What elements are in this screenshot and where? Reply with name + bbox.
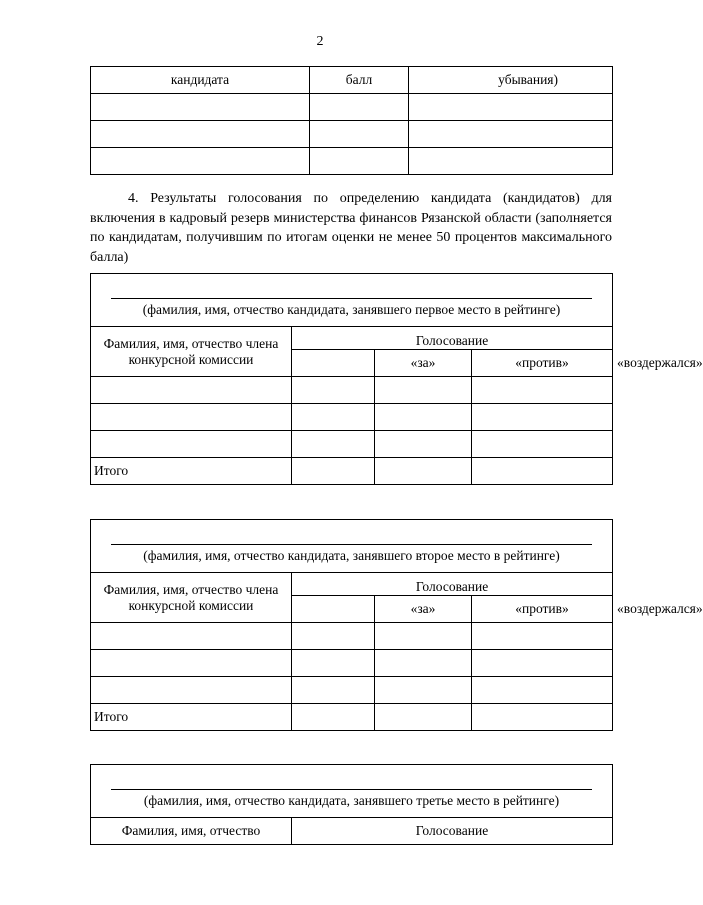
table-cell[interactable] <box>91 94 310 121</box>
total-label: Итого <box>91 458 292 485</box>
vote-table-third <box>90 764 613 845</box>
table-cell[interactable] <box>375 431 472 458</box>
table-cell[interactable] <box>472 623 613 650</box>
page-number: 2 <box>316 34 324 49</box>
section-4-text: 4. Результаты голосования по определению кандидата (кандидатов) для включения в кадровый резерв министерства финансов Рязанской области (заполняется по кандидатам, получившим по итогам оценки не менее 50 процентов максимального балла) <box>90 191 612 265</box>
candidate-name-field[interactable] <box>91 520 613 573</box>
table-row <box>91 377 613 404</box>
table-cell[interactable] <box>91 431 292 458</box>
table-row <box>91 650 613 677</box>
table-cell[interactable] <box>292 404 375 431</box>
table-cell[interactable] <box>409 94 613 121</box>
table-cell[interactable] <box>375 650 472 677</box>
rating-header-candidate: кандидата <box>91 67 310 94</box>
table-row <box>91 404 613 431</box>
total-row <box>91 458 613 485</box>
table-cell[interactable] <box>472 431 613 458</box>
table-cell[interactable] <box>91 148 310 175</box>
table-cell[interactable] <box>310 121 409 148</box>
table-cell[interactable] <box>91 377 292 404</box>
section-4-paragraph <box>90 189 612 267</box>
candidate-caption: (фамилия, имя, отчество кандидата, занявшего второе место в рейтинге) <box>111 544 592 564</box>
table-cell[interactable] <box>91 677 292 704</box>
member-header: Фамилия, имя, отчество члена конкурсной комиссии <box>91 327 292 377</box>
table-cell[interactable] <box>292 650 375 677</box>
table-cell[interactable] <box>292 623 375 650</box>
table-cell[interactable] <box>292 458 375 485</box>
table-cell[interactable] <box>91 121 310 148</box>
table-cell[interactable] <box>409 121 613 148</box>
table-cell[interactable] <box>375 704 472 731</box>
member-name-cell[interactable] <box>292 596 375 623</box>
vote-option-against: «против» <box>472 350 613 377</box>
member-name-cell[interactable] <box>292 350 375 377</box>
table-row <box>91 121 613 148</box>
table-row <box>91 148 613 175</box>
table-row <box>91 431 613 458</box>
table-cell[interactable] <box>472 704 613 731</box>
table-cell[interactable] <box>375 677 472 704</box>
total-row <box>91 704 613 731</box>
vote-table-first: (фамилия, имя, отчество кандидата, занявшего первое место в рейтинге) Фамилия, имя, отчество члена конкурсной комиссии Голосование «за» «против» «воздержался» Итого <box>90 273 613 485</box>
table-row <box>91 94 613 121</box>
vote-option-for: «за» <box>375 350 472 377</box>
table-cell[interactable] <box>292 377 375 404</box>
table-cell[interactable] <box>91 623 292 650</box>
table-cell[interactable] <box>292 431 375 458</box>
rating-table-header-row <box>91 67 613 94</box>
table-cell[interactable] <box>472 677 613 704</box>
table-cell[interactable] <box>472 377 613 404</box>
member-header: Фамилия, имя, отчество члена конкурсной комиссии <box>91 573 292 623</box>
vote-header: Голосование <box>292 818 613 845</box>
candidate-name-field[interactable] <box>91 765 613 818</box>
table-row <box>91 677 613 704</box>
rating-header-order: убывания) <box>409 67 613 94</box>
table-cell[interactable] <box>472 650 613 677</box>
vote-option-for: «за» <box>375 596 472 623</box>
vote-table-second: (фамилия, имя, отчество кандидата, занявшего второе место в рейтинге) Фамилия, имя, отчество члена конкурсной комиссии Голосование «за» «против» «воздержался» Итого <box>90 519 613 731</box>
table-cell[interactable] <box>91 404 292 431</box>
rating-header-score: балл <box>310 67 409 94</box>
candidate-caption: (фамилия, имя, отчество кандидата, занявшего первое место в рейтинге) <box>111 298 592 318</box>
candidate-caption: (фамилия, имя, отчество кандидата, занявшего третье место в рейтинге) <box>111 789 592 809</box>
table-cell[interactable] <box>375 404 472 431</box>
table-cell[interactable] <box>292 677 375 704</box>
table-cell[interactable] <box>375 458 472 485</box>
vote-option-against: «против» <box>472 596 613 623</box>
member-header: Фамилия, имя, отчество <box>91 818 292 845</box>
table-cell[interactable] <box>409 148 613 175</box>
total-label: Итого <box>91 704 292 731</box>
table-cell[interactable] <box>472 458 613 485</box>
table-cell[interactable] <box>292 704 375 731</box>
table-cell[interactable] <box>310 148 409 175</box>
vote-header: Голосование <box>292 573 613 596</box>
rating-table <box>90 66 613 175</box>
table-row <box>91 623 613 650</box>
candidate-name-field[interactable] <box>91 274 613 327</box>
vote-header: Голосование <box>292 327 613 350</box>
table-cell[interactable] <box>375 377 472 404</box>
table-cell[interactable] <box>375 623 472 650</box>
table-cell[interactable] <box>310 94 409 121</box>
table-cell[interactable] <box>91 650 292 677</box>
table-cell[interactable] <box>472 404 613 431</box>
